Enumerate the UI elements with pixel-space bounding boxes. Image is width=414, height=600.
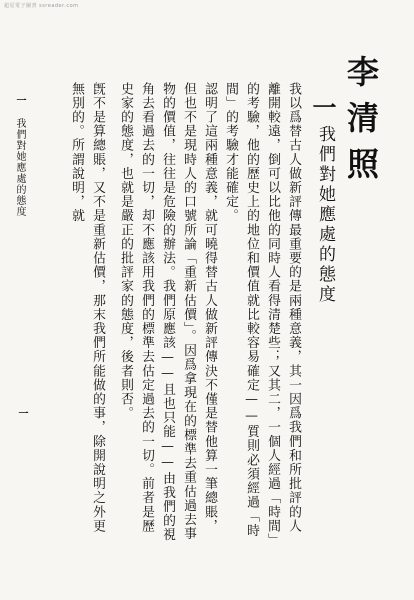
author-name: 李清照 (342, 55, 380, 193)
section-number: 一 (308, 95, 337, 119)
paragraph: 旣不是算總賬，又不是重新估價，那末我們所能做的事，除開說明之外更無別的。所謂說明，就 (69, 82, 105, 534)
running-header (12, 95, 27, 217)
watermark-text: 超星電子圖書 ssreader.com (4, 3, 79, 9)
section-title: 我們對她應處的態度 (315, 125, 335, 305)
body-text (4, 82, 304, 542)
paragraph: 認明了這兩種意義，就可曉得替古人做新評傳決不僅是替他算一筆總賬，但也不是現時人的口號所論「重新估價」。因爲拿現在的標準去重估過去事物的價值，往往是危險的辦法。我們原應該——且也只能——由我們的視角去看過去的一切，却不應該用我們的標準去估定過去的一切。前者是歷史家的態度，也就是嚴正的批評家的態度，後者則否。 (118, 82, 217, 542)
running-header-number: 一 (14, 95, 25, 106)
paragraph: 我以爲替古人做新評傳最重要的是兩種意義，其一因爲我們和所批評的人離開較遠，倒可以比他的同時人看得清楚些；又其二，一個人經過「時間」的考驗，他的歷史上的地位和價值就比較容易確定——質則必須經過「時間」的考驗才能確定。 (223, 82, 301, 541)
running-header-title: 我們對她應處的態度 (14, 118, 25, 217)
page-marker: 一 (16, 408, 27, 418)
